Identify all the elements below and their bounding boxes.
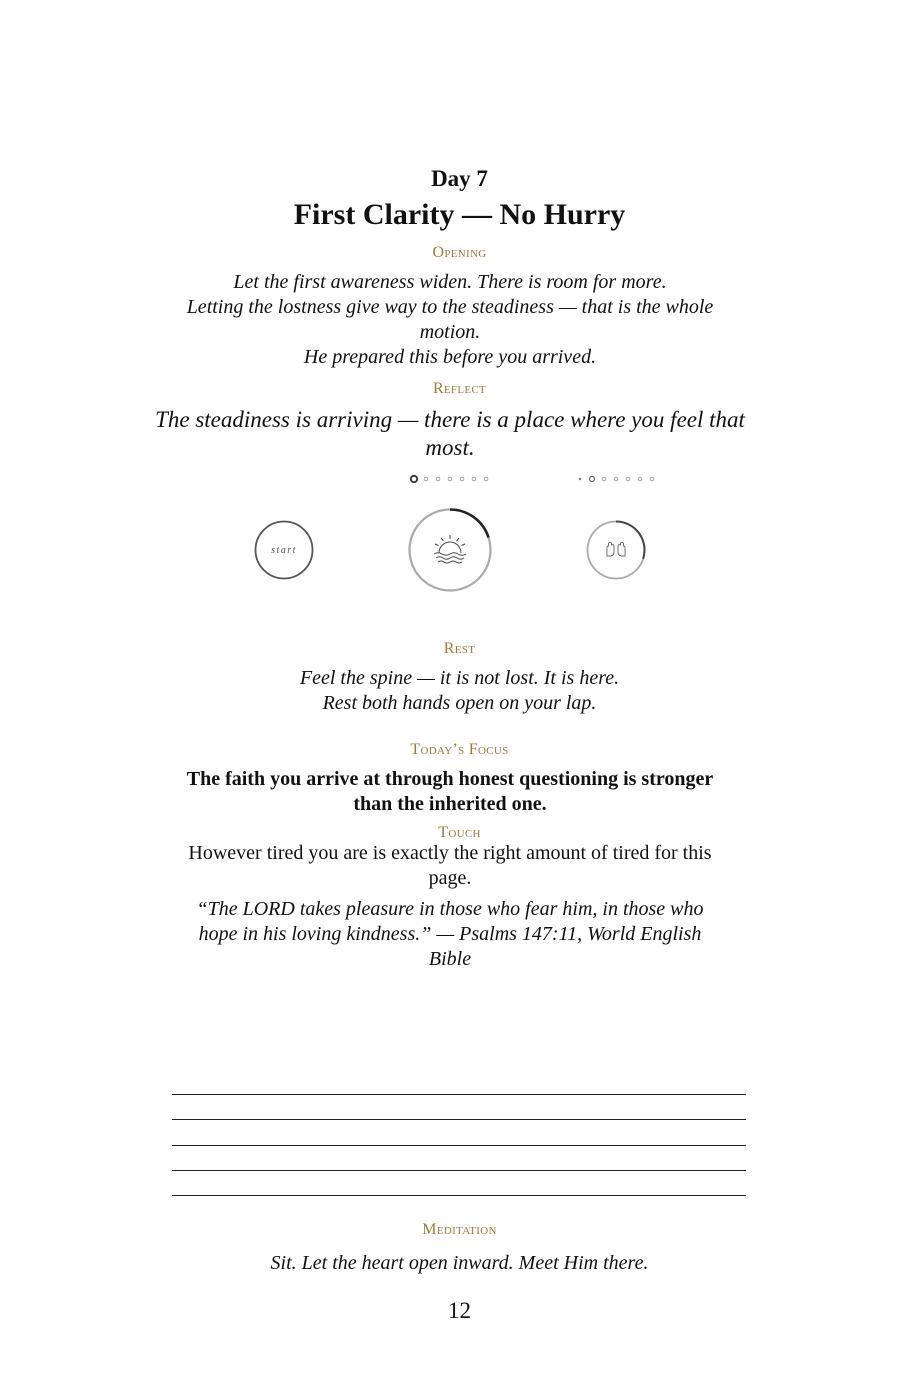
step-dot: [424, 477, 428, 481]
journal-lines[interactable]: [172, 1094, 746, 1220]
step-dot: [626, 477, 630, 481]
step-dot: [460, 477, 464, 481]
rest-line: Feel the spine — it is not lost. It is here.: [299, 667, 620, 689]
hands-timer[interactable]: [588, 522, 645, 579]
rest-text: [0, 666, 919, 716]
step-dot-done: [579, 478, 581, 480]
step-indicator: [411, 476, 488, 482]
step-dot: [484, 477, 488, 481]
scripture-verse: “The LORD takes pleasure in those who fear him, in those who hope in his loving kindness.” — Psalms 147:11, World English Bible: [196, 898, 704, 970]
start-button[interactable]: [256, 522, 313, 579]
step-dot-active: [411, 476, 417, 482]
page-number: 12: [448, 1298, 471, 1323]
rest-label: Rest: [443, 640, 476, 657]
journal-line[interactable]: [172, 1119, 746, 1120]
step-dot: [436, 477, 440, 481]
step-dot: [602, 477, 606, 481]
journal-line[interactable]: [172, 1195, 746, 1196]
opening-text: [170, 270, 730, 370]
meditation-text: Sit. Let the heart open inward. Meet Him there.: [270, 1252, 649, 1274]
touch-label: Touch: [438, 824, 481, 841]
opening-line: He prepared this before you arrived.: [303, 346, 597, 368]
journal-line[interactable]: [172, 1170, 746, 1171]
reflect-text: The steadiness is arriving — there is a place where you feel that most.: [155, 407, 745, 460]
step-dot: [638, 477, 642, 481]
journal-line[interactable]: [172, 1145, 746, 1146]
step-dot: [472, 477, 476, 481]
meditation-timer[interactable]: [410, 510, 491, 591]
meditation-label: Meditation: [422, 1221, 497, 1238]
rest-line: Rest both hands open on your lap.: [322, 692, 597, 714]
focus-text: The faith you arrive at through honest questioning is stronger than the inherited one.: [186, 768, 714, 815]
focus-label: Today’s Focus: [410, 741, 509, 758]
step-dot: [448, 477, 452, 481]
step-dot: [614, 477, 618, 481]
reflect-label: Reflect: [432, 380, 487, 397]
opening-label: Opening: [432, 244, 487, 261]
step-indicator: [579, 477, 654, 482]
step-dot: [650, 477, 654, 481]
step-dot-active: [590, 477, 595, 482]
opening-line: Letting the lostness give way to the steadiness — that is the whole motion.: [186, 296, 714, 343]
practice-widgets: [0, 460, 919, 610]
journal-line[interactable]: [172, 1094, 746, 1095]
page-title: First Clarity — No Hurry: [293, 198, 626, 231]
start-label: start: [271, 545, 297, 556]
day-heading: Day 7: [431, 166, 488, 191]
touch-text: However tired you are is exactly the right amount of tired for this page.: [188, 842, 712, 889]
opening-line: Let the first awareness widen. There is room for more.: [233, 271, 667, 293]
